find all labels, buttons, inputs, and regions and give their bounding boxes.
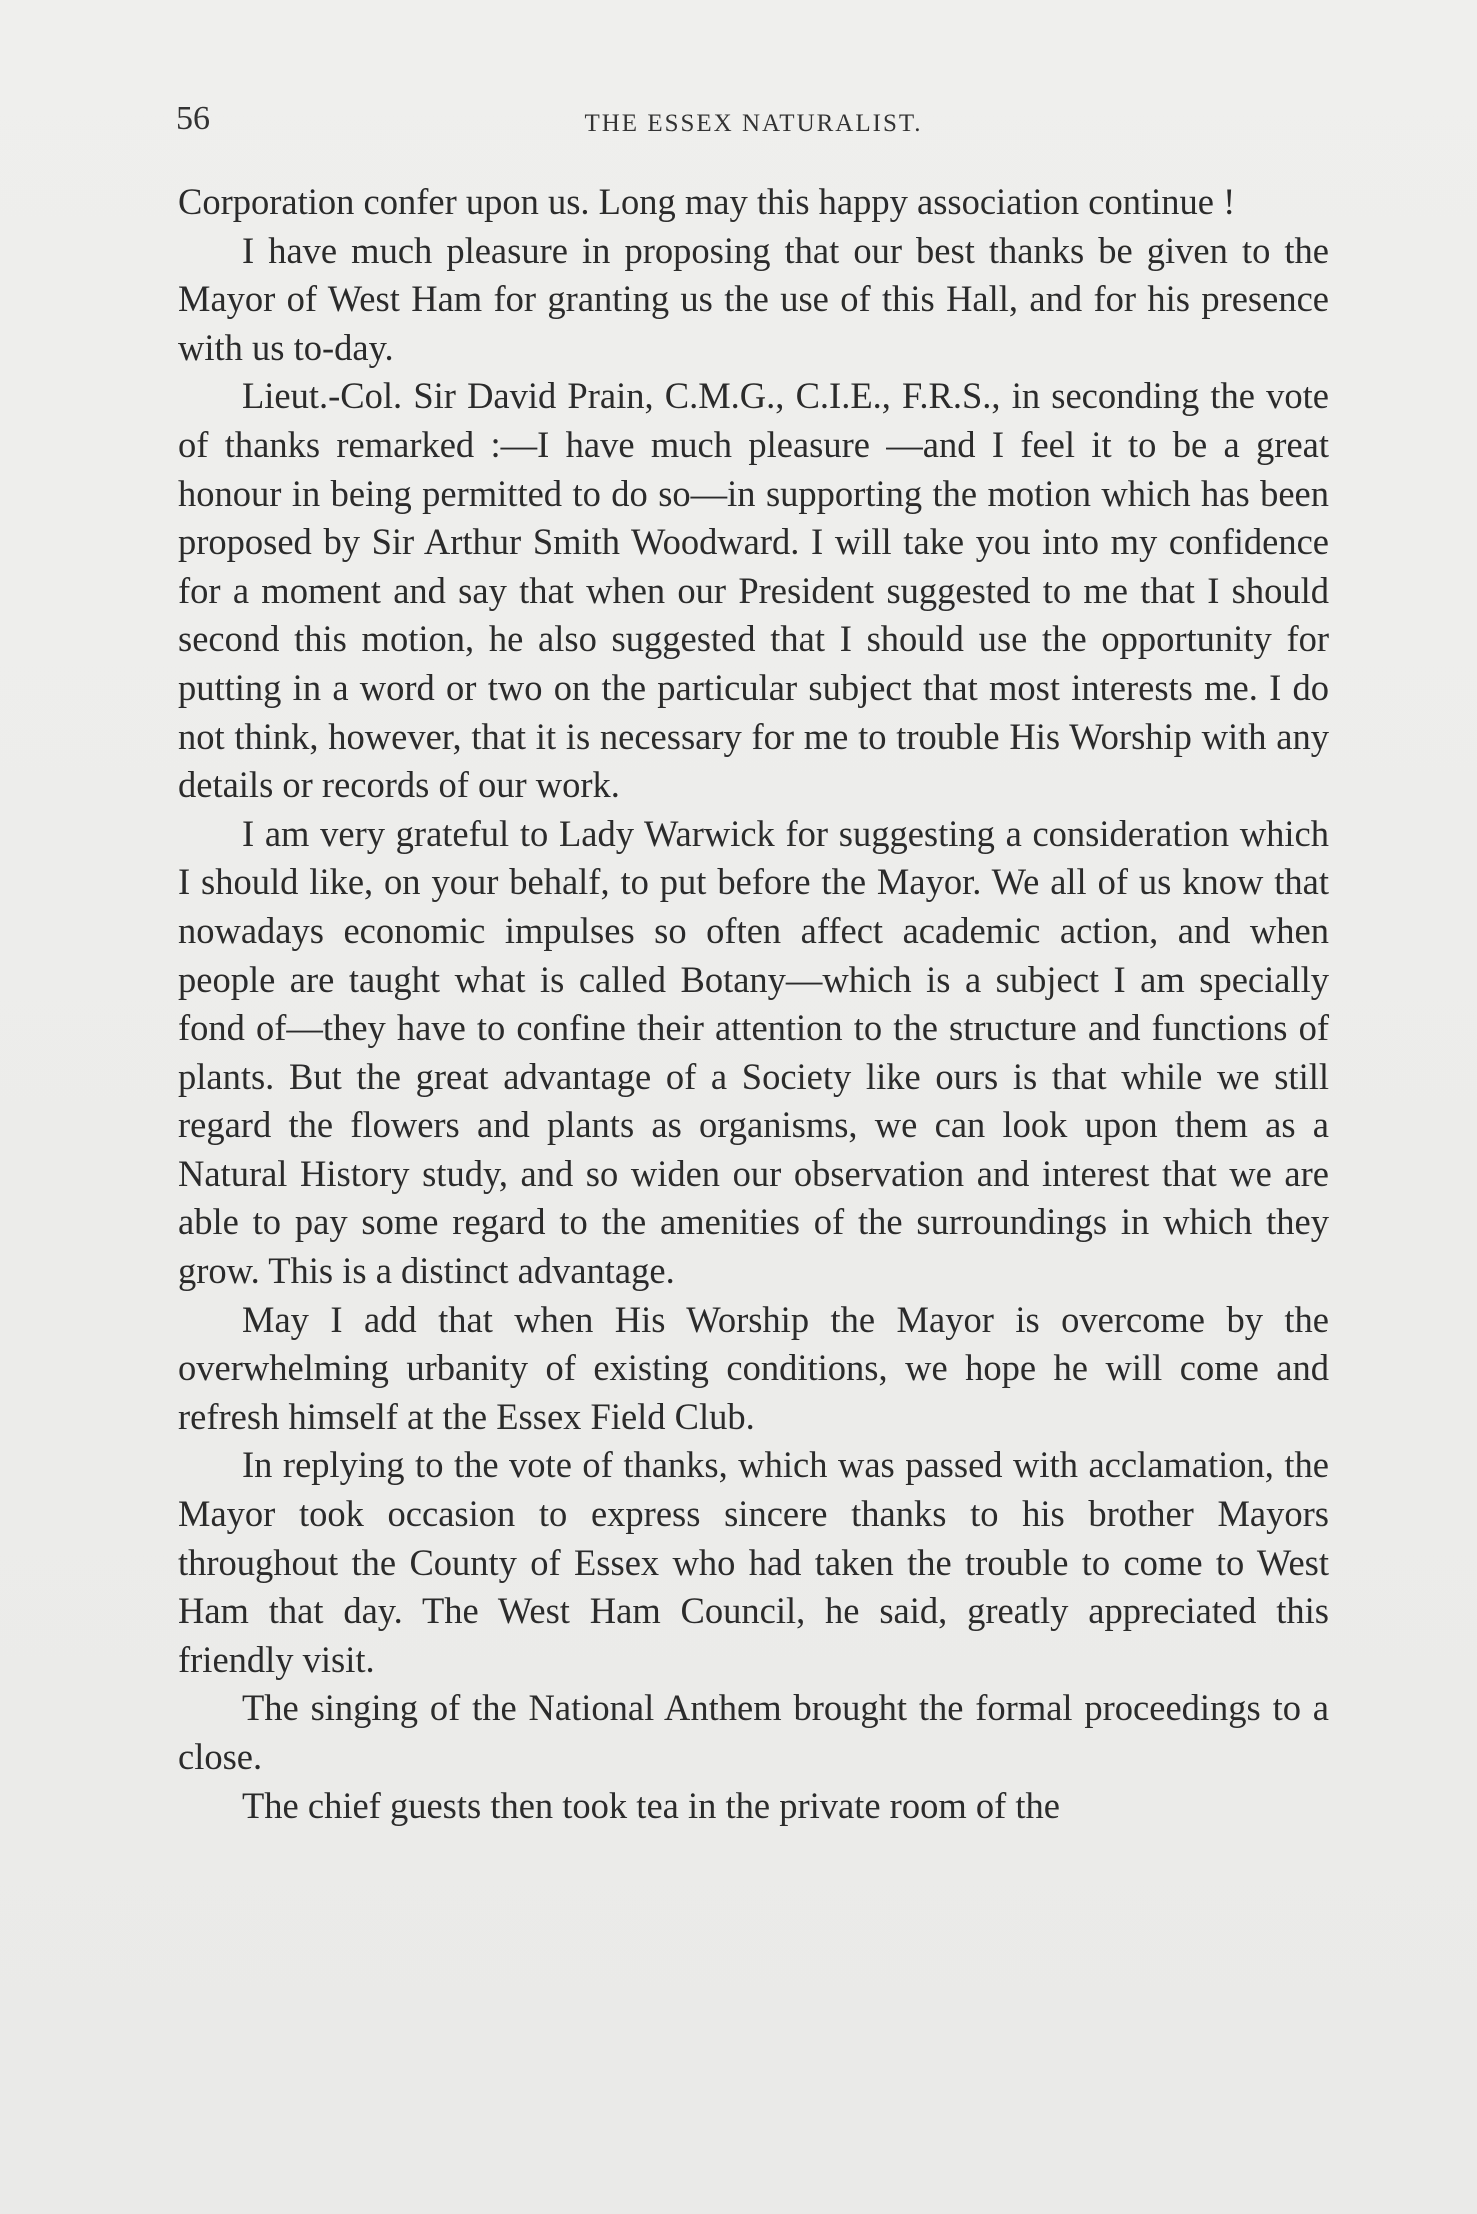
paragraph: The chief guests then took tea in the private room of the (242, 1784, 1060, 1826)
page-number: 56 (176, 100, 210, 137)
paragraph: In replying to the vote of thanks, which was passed with acclamation, the Mayor took occasion to express sincere thanks to his brother Mayors throughout the County of Essex who had taken the trouble to come to West Ham that day. The West Ham Council, he said, greatly appreciated this friendly visit. (178, 1444, 1329, 1680)
paragraph-continued: Corporation confer upon us. Long may this happy association continue ! (178, 181, 1236, 222)
running-head: THE ESSEX NATURALIST. (584, 110, 923, 137)
paragraph: Lieut.-Col. Sir David Prain, C.M.G., C.I.E., F.R.S., in seconding the vote of thanks remarked :—I have much pleasure —and I feel it to be a great honour in being permitted to do so—in supporting the motion which has been proposed by Sir Arthur Smith Woodward. I will take you into my confidence for a moment and say that when our President suggested to me that I should second this motion, he also suggested that I should use the opportunity for putting in a word or two on the particular subject that most interests me. I do not think, however, that it is necessary for me to trouble His Worship with any details or records of our work. (178, 375, 1329, 806)
paragraph: The singing of the National Anthem brought the formal proceedings to a close. (178, 1687, 1329, 1777)
paragraph: I have much pleasure in proposing that our best thanks be given to the Mayor of West Ham for granting us the use of this Hall, and for his presence with us to-day. (178, 229, 1329, 368)
body-text (178, 178, 1329, 1830)
paragraph: May I add that when His Worship the Mayor is overcome by the overwhelming urbanity of existing conditions, we hope he will come and refresh himself at the Essex Field Club. (178, 1298, 1329, 1437)
page-header (176, 100, 1331, 150)
paragraph: I am very grateful to Lady Warwick for suggesting a consideration which I should like, on your behalf, to put before the Mayor. We all of us know that nowadays economic impulses so often affect academic action, and when people are taught what is called Botany—which is a subject I am specially fond of—they have to confine their attention to the structure and functions of plants. But the great advantage of a Society like ours is that while we still regard the flowers and plants as organisms, we can look upon them as a Natural History study, and so widen our observation and interest that we are able to pay some regard to the amenities of the surroundings in which they grow. This is a distinct advantage. (178, 812, 1329, 1292)
